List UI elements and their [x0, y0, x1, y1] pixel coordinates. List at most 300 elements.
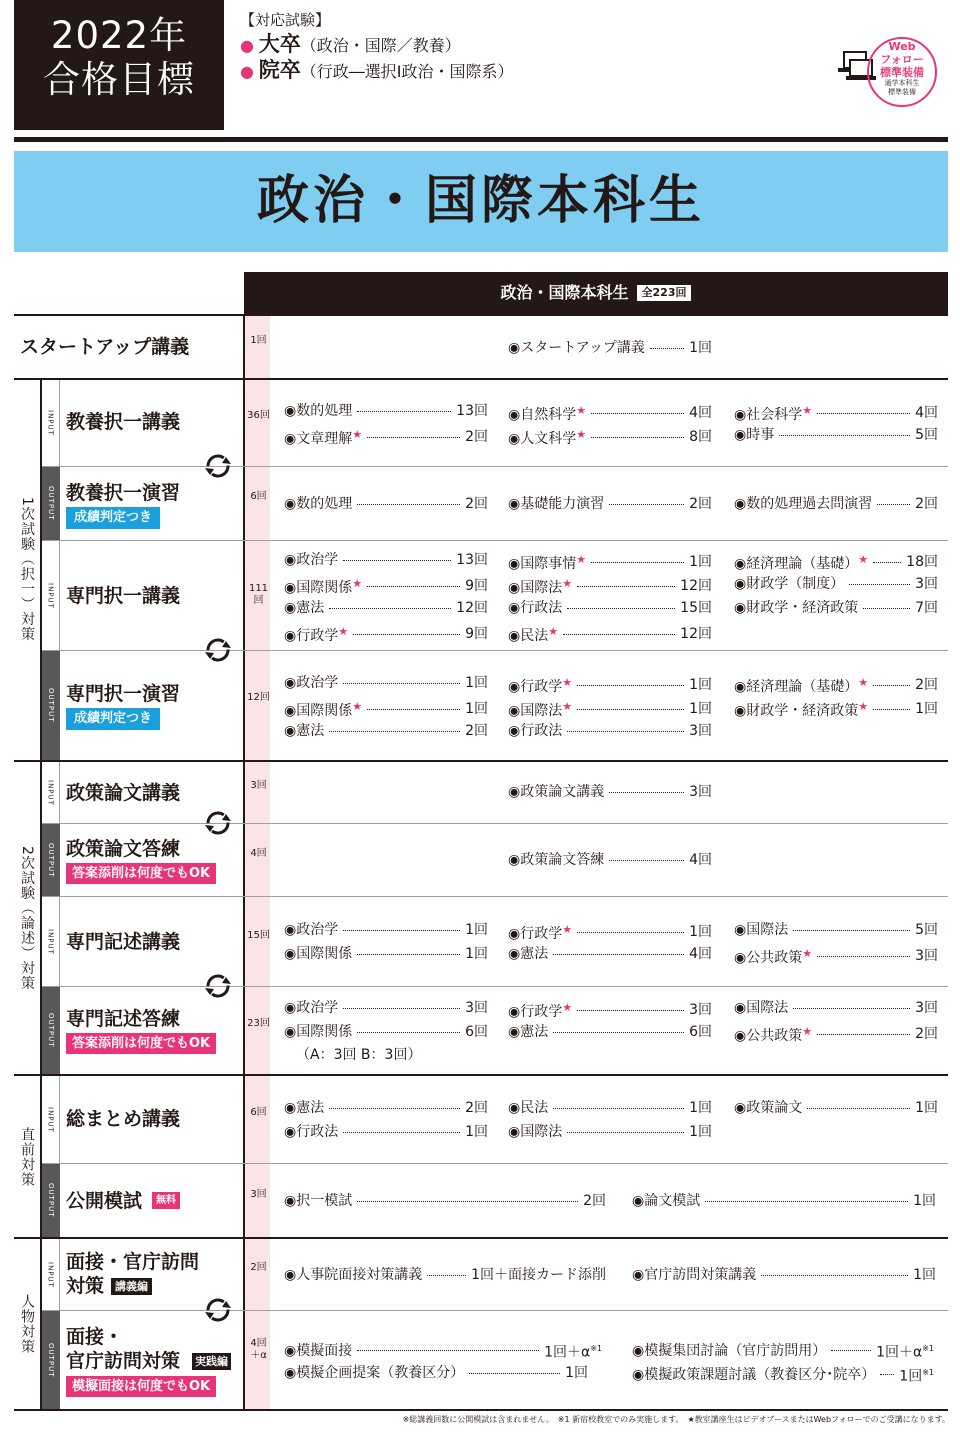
- item-count: 5回: [915, 922, 938, 938]
- item-name: ◉国際関係★: [284, 700, 363, 719]
- star-icon: ★: [352, 428, 363, 441]
- item-count: 1回: [689, 554, 712, 570]
- lesson-count: 4回＋α: [250, 1338, 267, 1361]
- course-name: 教養択一講義: [66, 411, 181, 433]
- star-icon: ★: [562, 676, 573, 689]
- divider: [42, 650, 948, 651]
- course-name: 教養択一演習: [66, 482, 181, 504]
- course-item: [508, 623, 712, 645]
- leader-dots: [577, 586, 675, 587]
- divider: [42, 1310, 948, 1311]
- item-count: 8回: [689, 429, 712, 445]
- item-count: 12回: [680, 578, 712, 594]
- column-header: [244, 272, 948, 314]
- leader-dots: [567, 1132, 684, 1133]
- item-count: 5回: [915, 427, 938, 443]
- course-item: [734, 599, 938, 617]
- web-line3: 標準装備: [880, 66, 924, 79]
- course-item: [284, 945, 488, 963]
- leader-dots: [469, 1373, 560, 1374]
- leader-dots: [817, 956, 910, 957]
- item-name: ◉政策論文答練: [508, 852, 605, 868]
- lesson-count: 6回: [250, 1107, 267, 1118]
- star-icon: ★: [802, 947, 813, 960]
- year-box: [14, 0, 224, 130]
- footnote: ※総講義回数に公開模試は含まれません。 ※1 新宿校教室でのみ実施します。 ★教室講座生はビデオブースまたはWebフォローでのご受講になります。: [402, 1415, 950, 1424]
- course-item: [508, 783, 712, 801]
- item-count: 15回: [680, 600, 712, 616]
- output-tag: OUTPUT: [42, 987, 60, 1074]
- star-icon: ★: [802, 1025, 813, 1038]
- input-tag: INPUT: [42, 762, 60, 823]
- course-name: スタートアップ講義: [20, 336, 190, 358]
- item-count: 2回: [583, 1193, 606, 1209]
- divider: [42, 540, 948, 541]
- item-count: 1回: [689, 677, 712, 693]
- column-title: 政治・国際本科生: [500, 283, 629, 302]
- leader-dots: [329, 1108, 460, 1109]
- divider: [42, 896, 948, 897]
- item-count: 1回＋面接カード添削: [471, 1267, 606, 1283]
- leader-dots: [873, 562, 901, 563]
- course-item: [508, 851, 712, 869]
- leader-dots: [367, 437, 460, 438]
- leader-dots: [343, 1132, 460, 1133]
- course-item: [508, 722, 712, 740]
- star-icon: ★: [858, 676, 869, 689]
- item-name: ◉社会科学★: [734, 404, 813, 423]
- item-name: ◉数的処理: [284, 403, 353, 419]
- item-count: 1回: [465, 675, 488, 691]
- item-name: ◉憲法: [508, 1024, 549, 1040]
- course-item: [508, 551, 712, 573]
- item-name: ◉国際法★: [508, 700, 573, 719]
- leader-dots: [553, 954, 684, 955]
- course-item: [508, 921, 712, 943]
- item-name: ◉択一模試: [284, 1193, 353, 1209]
- correction-badge: 答案添削は何度でもOK: [66, 1033, 216, 1054]
- leader-dots: [609, 504, 684, 505]
- leader-dots: [577, 685, 684, 686]
- course-item: [284, 1340, 602, 1362]
- course-item: [508, 402, 712, 424]
- item-count: 1回: [689, 1124, 712, 1140]
- item-name: ◉模擬政策課題討議（教養区分･院卒）: [632, 1366, 876, 1383]
- star-icon: ★: [352, 577, 363, 590]
- bullet-icon: ●: [240, 36, 254, 55]
- leader-dots: [817, 1034, 910, 1035]
- input-tag: INPUT: [42, 541, 60, 650]
- total-badge: 全223回: [637, 285, 692, 301]
- lesson-count: 12回: [247, 692, 270, 703]
- course-item: [734, 575, 938, 593]
- item-name: ◉国際関係: [284, 946, 353, 962]
- item-name: ◉行政学★: [508, 1001, 573, 1020]
- item-name: ◉スタートアップ講義: [508, 340, 645, 356]
- exam-label: 【対応試験】: [240, 11, 331, 29]
- exam-info: [240, 8, 513, 84]
- divider: [243, 316, 245, 1410]
- item-name: ◉行政法: [508, 723, 563, 739]
- leader-dots: [357, 411, 451, 412]
- item-count: 1回: [465, 922, 488, 938]
- item-count: 1回: [689, 1100, 712, 1116]
- lecture-tag: 講義編: [111, 1278, 152, 1295]
- lesson-count: 36回: [247, 410, 270, 421]
- exam1-sub: （政治・国際／教養）: [300, 36, 461, 55]
- leader-dots: [577, 709, 684, 710]
- item-name: ◉国際法: [508, 1124, 563, 1140]
- divider: [14, 137, 948, 142]
- leader-dots: [563, 634, 675, 635]
- course-name: 公開模試: [66, 1190, 143, 1212]
- free-badge: 無料: [152, 1192, 180, 1209]
- item-name: ◉文章理解★: [284, 428, 363, 447]
- divider: [42, 823, 948, 824]
- output-tag: OUTPUT: [42, 467, 60, 540]
- leader-dots: [609, 860, 684, 861]
- course-item: [508, 339, 712, 357]
- course-item: [734, 674, 938, 696]
- item-count: 1回$+\alpha^{※1}$: [876, 1344, 934, 1361]
- item-count: 13回: [456, 552, 488, 568]
- divider: [14, 1409, 948, 1411]
- item-count: 1回$^{※1}$: [899, 1368, 934, 1385]
- item-name: ◉人文科学★: [508, 428, 587, 447]
- leader-dots: [591, 413, 684, 414]
- item-count: 1回: [465, 1124, 488, 1140]
- group-label: 1次試験（択一）対策: [19, 497, 35, 642]
- star-icon: ★: [352, 700, 363, 713]
- item-name: ◉行政学★: [508, 923, 573, 942]
- course-item: [284, 599, 488, 617]
- interview-badge: 模擬面接は何度でもOK: [66, 1376, 216, 1397]
- lesson-count: 111回: [248, 583, 269, 606]
- course-name: 専門記述講義: [66, 931, 181, 953]
- item-name: ◉政策論文: [734, 1100, 803, 1116]
- course-item: [284, 623, 488, 645]
- item-count: 2回: [689, 496, 712, 512]
- leader-dots: [567, 608, 675, 609]
- course-item: [284, 674, 488, 692]
- star-icon: ★: [576, 553, 587, 566]
- course-item: [632, 1266, 936, 1284]
- item-count: 1回: [689, 340, 712, 356]
- item-count: 2回: [465, 496, 488, 512]
- group-label: 直前対策: [19, 1126, 35, 1187]
- course-item: [508, 575, 712, 597]
- course-item: [284, 921, 488, 939]
- item-name: ◉時事: [734, 427, 775, 443]
- item-name: ◉行政学★: [508, 676, 573, 695]
- item-name: ◉公共政策★: [734, 947, 813, 966]
- star-icon: ★: [562, 700, 573, 713]
- leader-dots: [779, 435, 910, 436]
- leader-dots: [873, 709, 910, 710]
- course-item: [508, 1023, 712, 1041]
- star-icon: ★: [858, 700, 869, 713]
- note-text: （A：3回 B：3回）: [296, 1047, 422, 1063]
- leader-dots: [609, 792, 684, 793]
- item-count: 1回$+\alpha^{※1}$: [544, 1344, 602, 1361]
- item-count: 3回: [689, 1002, 712, 1018]
- leader-dots: [343, 683, 460, 684]
- leader-dots: [367, 586, 460, 587]
- item-count: 2回: [915, 496, 938, 512]
- item-name: ◉国際事情★: [508, 553, 587, 572]
- leader-dots: [831, 1350, 871, 1351]
- exam2-main: 院卒: [258, 58, 301, 82]
- item-count: 1回: [689, 701, 712, 717]
- course-item: [284, 1123, 488, 1141]
- lesson-count: 1回: [250, 335, 267, 346]
- course-name: 専門択一講義: [66, 585, 181, 607]
- course-item: [284, 402, 488, 420]
- course-item: [508, 599, 712, 617]
- item-name: ◉自然科学★: [508, 404, 587, 423]
- input-tag: INPUT: [42, 897, 60, 986]
- item-name: ◉民法: [508, 1100, 549, 1116]
- item-name: ◉憲法: [284, 1100, 325, 1116]
- item-count: 3回: [689, 784, 712, 800]
- item-name: ◉憲法: [508, 946, 549, 962]
- group-label: 2次試験（論述）対策: [19, 845, 35, 991]
- page-title: 政治・国際本科生: [14, 151, 948, 252]
- star-icon: ★: [562, 923, 573, 936]
- leader-dots: [553, 1032, 684, 1033]
- year-label: 2022年: [50, 14, 188, 57]
- course-item: [632, 1364, 934, 1386]
- item-name: ◉民法★: [508, 625, 559, 644]
- course-item: [734, 551, 938, 573]
- item-count: 2回: [465, 1100, 488, 1116]
- item-name: ◉憲法: [284, 600, 325, 616]
- leader-dots: [793, 1008, 910, 1009]
- leader-dots: [817, 413, 910, 414]
- cycle-icon: [198, 630, 238, 670]
- leader-dots: [880, 1374, 894, 1375]
- item-name: ◉国際関係★: [284, 577, 363, 596]
- course-item: [508, 1123, 712, 1141]
- course-item: [508, 945, 712, 963]
- divider: [14, 378, 948, 380]
- lesson-count: 3回: [250, 780, 267, 791]
- leader-dots: [873, 685, 910, 686]
- leader-dots: [849, 584, 910, 585]
- course-item: [734, 495, 938, 513]
- web-line4: 通学本科生: [884, 79, 920, 87]
- item-name: ◉経済理論（基礎）★: [734, 676, 869, 695]
- course-item: [284, 551, 488, 569]
- course-item: [284, 698, 488, 720]
- leader-dots: [591, 562, 684, 563]
- item-name: ◉官庁訪問対策講義: [632, 1267, 757, 1283]
- item-name: ◉数的処理過去問演習: [734, 496, 873, 512]
- course-item: [734, 402, 938, 424]
- exam2-sub: （行政―選択Ⅰ政治・国際系）: [300, 62, 514, 81]
- item-count: 6回: [465, 1024, 488, 1040]
- item-count: 6回: [689, 1024, 712, 1040]
- cycle-icon: [198, 803, 238, 843]
- course-name: 官庁訪問対策: [66, 1350, 181, 1372]
- leader-dots: [357, 1350, 539, 1351]
- item-count: 1回: [913, 1267, 936, 1283]
- item-name: ◉行政学★: [284, 625, 349, 644]
- course-item: [632, 1192, 936, 1210]
- item-count: 9回: [465, 626, 488, 642]
- cycle-icon: [198, 1290, 238, 1330]
- leader-dots: [877, 504, 910, 505]
- leader-dots: [343, 1008, 460, 1009]
- item-name: ◉財政学（制度）: [734, 576, 845, 592]
- course-name: 対策: [66, 1275, 105, 1297]
- item-count: 13回: [456, 403, 488, 419]
- item-name: ◉国際法: [734, 1000, 789, 1016]
- course-item: [284, 575, 488, 597]
- item-count: 1回: [565, 1365, 588, 1381]
- leader-dots: [650, 348, 684, 349]
- input-tag: INPUT: [42, 1239, 60, 1310]
- item-name: ◉人事院面接対策講義: [284, 1267, 423, 1283]
- output-tag: OUTPUT: [42, 651, 60, 760]
- item-count: 3回: [915, 948, 938, 964]
- item-count: 12回: [456, 600, 488, 616]
- leader-dots: [329, 608, 451, 609]
- course-item: [284, 1266, 606, 1284]
- item-name: ◉国際法: [734, 922, 789, 938]
- item-name: ◉模擬企画提案（教養区分）: [284, 1365, 465, 1381]
- item-count: 2回: [465, 723, 488, 739]
- star-icon: ★: [548, 625, 559, 638]
- item-count: 3回: [915, 576, 938, 592]
- item-count: 4回: [689, 852, 712, 868]
- leader-dots: [577, 932, 684, 933]
- divider: [42, 986, 948, 987]
- course-item: [734, 698, 938, 720]
- leader-dots: [591, 437, 684, 438]
- star-icon: ★: [802, 404, 813, 417]
- cycle-icon: [198, 446, 238, 486]
- item-count: 1回: [465, 946, 488, 962]
- leader-dots: [343, 930, 460, 931]
- course-item: [508, 1099, 712, 1117]
- item-count: 3回: [689, 723, 712, 739]
- course-item: [284, 495, 488, 513]
- lesson-count: 23回: [247, 1018, 270, 1029]
- item-name: ◉政策論文講義: [508, 784, 605, 800]
- course-item: [508, 674, 712, 696]
- web-line2: フォロー: [880, 53, 924, 66]
- course-item: [508, 698, 712, 720]
- item-name: ◉財政学・経済政策: [734, 600, 859, 616]
- course-item: [632, 1340, 934, 1362]
- divider: [14, 1237, 948, 1239]
- item-count: 2回: [915, 1026, 938, 1042]
- input-tag: INPUT: [42, 380, 60, 466]
- course-name: 面接・: [66, 1326, 124, 1348]
- item-name: ◉論文模試: [632, 1193, 701, 1209]
- item-count: 4回: [915, 405, 938, 421]
- course-item: [508, 426, 712, 448]
- course-item: [284, 1099, 488, 1117]
- divider: [42, 466, 948, 467]
- course-item: [734, 945, 938, 967]
- item-name: ◉基礎能力演習: [508, 496, 605, 512]
- item-name: ◉経済理論（基礎）★: [734, 553, 869, 572]
- item-name: ◉行政法: [284, 1124, 339, 1140]
- item-count: 1回: [689, 924, 712, 940]
- star-icon: ★: [576, 428, 587, 441]
- course-item: [284, 1364, 588, 1382]
- course-item: [508, 495, 712, 513]
- item-name: ◉国際関係: [284, 1024, 353, 1040]
- course-item: [284, 1192, 606, 1210]
- leader-dots: [807, 1108, 910, 1109]
- item-name: ◉数的処理: [284, 496, 353, 512]
- item-name: ◉行政法: [508, 600, 563, 616]
- leader-dots: [567, 731, 684, 732]
- course-name: 専門択一演習: [66, 683, 181, 705]
- web-follow-badge: [836, 24, 946, 124]
- star-icon: ★: [562, 1001, 573, 1014]
- course-name: 面接・官庁訪問: [66, 1251, 200, 1273]
- course-item: [508, 999, 712, 1021]
- leader-dots: [793, 930, 910, 931]
- leader-dots: [367, 709, 460, 710]
- course-name: 政策論文講義: [66, 782, 181, 804]
- item-count: 1回: [913, 1193, 936, 1209]
- star-icon: ★: [576, 404, 587, 417]
- output-tag: OUTPUT: [42, 1164, 60, 1237]
- practice-tag: 実践編: [192, 1353, 231, 1370]
- leader-dots: [761, 1275, 908, 1276]
- leader-dots: [357, 954, 460, 955]
- output-tag: OUTPUT: [42, 824, 60, 896]
- grading-badge: 成績判定つき: [66, 507, 160, 529]
- course-item: [284, 1023, 488, 1041]
- course-name: 専門記述答練: [66, 1008, 181, 1030]
- group-label: 人物対策: [19, 1294, 35, 1354]
- item-count: 18回: [906, 554, 938, 570]
- leader-dots: [577, 1010, 684, 1011]
- item-name: ◉政治学: [284, 552, 339, 568]
- lesson-count: 6回: [250, 491, 267, 502]
- item-name: ◉政治学: [284, 675, 339, 691]
- goal-label: 合格目標: [43, 58, 195, 101]
- divider: [14, 314, 948, 316]
- course-item: [734, 1099, 938, 1117]
- item-name: ◉憲法: [284, 723, 325, 739]
- leader-dots: [705, 1201, 908, 1202]
- item-name: ◉模擬集団討論（官庁訪問用）: [632, 1342, 827, 1359]
- course-item: [284, 426, 488, 448]
- item-count: 3回: [915, 1000, 938, 1016]
- lesson-count: 15回: [247, 930, 270, 941]
- item-count: 1回: [915, 701, 938, 717]
- grading-badge: 成績判定つき: [66, 708, 160, 730]
- lesson-count: 2回: [250, 1262, 267, 1273]
- web-line5: 標準装備: [888, 88, 916, 96]
- leader-dots: [353, 634, 460, 635]
- web-line1: Web: [888, 40, 916, 53]
- item-count: 9回: [465, 578, 488, 594]
- leader-dots: [357, 1032, 460, 1033]
- exam1-main: 大卒: [258, 32, 301, 56]
- leader-dots: [329, 731, 460, 732]
- output-tag: OUTPUT: [42, 1311, 60, 1409]
- cycle-icon: [198, 966, 238, 1006]
- item-count: 3回: [465, 1000, 488, 1016]
